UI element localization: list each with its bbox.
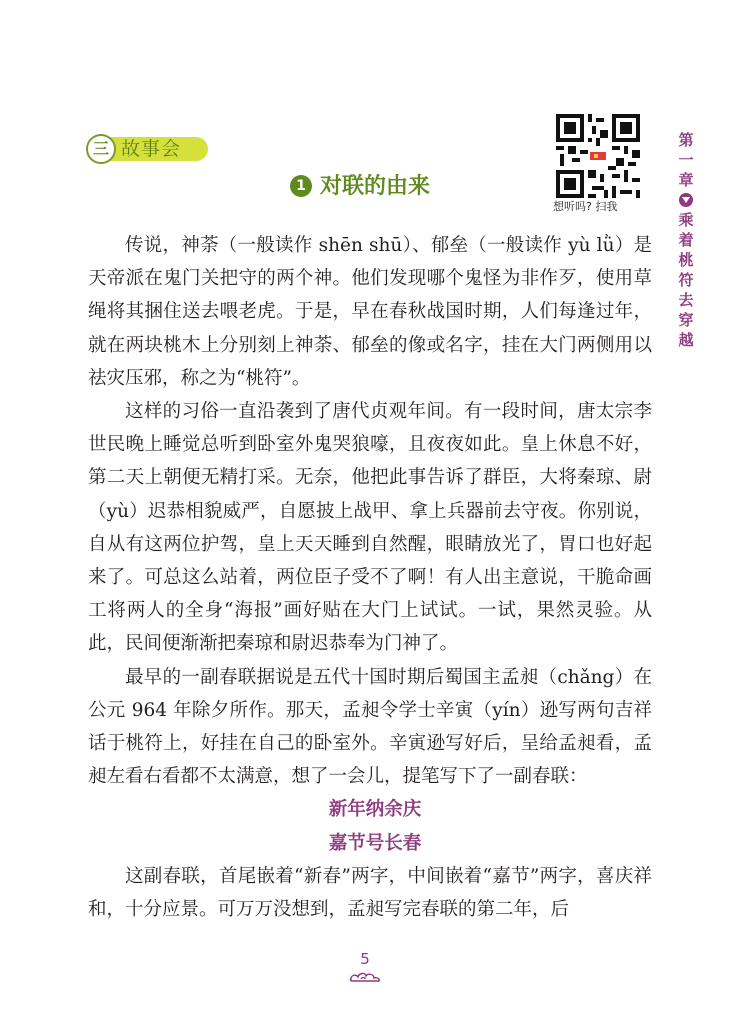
chapter-number: 第一章 bbox=[678, 131, 694, 189]
paragraph: 传说，神荼（一般读作 shēn shū）、郁垒（一般读作 yù lǜ）是天帝派在鬼门关把守的两个神。他们发现哪个鬼怪为非作歹，使用草绳将其捆住送去喂老虎。于是，早在春秋战国时期，人们每逢过年，就在两块桃木上分别刻上神荼、郁垒的像或名字，挂在大门两侧用以祛灾压邪，称之为“桃符”。 bbox=[88, 235, 652, 389]
section-number-badge: 三 bbox=[86, 134, 116, 164]
qr-code-icon[interactable] bbox=[556, 114, 640, 198]
couplet-line-2: 嘉节号长春 bbox=[328, 832, 422, 854]
paragraph: 最早的一副春联据说是五代十国时期后蜀国主孟昶（chǎng）在公元 964 年除夕所作。那天，孟昶令学士辛寅（yín）逊写两句吉祥话于桃符上，好挂在自己的卧室外。辛寅逊写好后，呈给孟昶看，孟昶左看右看都不太满意，想了一会儿，提笔写下了一副春联： bbox=[88, 666, 652, 788]
qr-caption: 想听吗? 扫我 bbox=[553, 200, 618, 213]
chevron-down-icon bbox=[679, 193, 693, 207]
cloud-ornament-icon bbox=[347, 970, 383, 984]
section-banner bbox=[86, 134, 210, 164]
story-number-badge: 1 bbox=[290, 175, 312, 197]
section-label: 故事会 bbox=[121, 138, 182, 160]
story-title-text: 对联的由来 bbox=[320, 173, 431, 199]
paragraph: 这样的习俗一直沿袭到了唐代贞观年间。有一段时间，唐太宗李世民晚上睡觉总听到卧室外鬼哭狼嚎，且夜夜如此。皇上休息不好，第二天上朝便无精打采。无奈，他把此事告诉了群臣，大将秦琼、尉（yù）迟恭相貌威严，自愿披上战甲、拿上兵器前去守夜。你别说，自从有这两位护驾，皇上天天睡到自然醒，眼睛放光了，胃口也好起来了。可总这么站着，两位臣子受不了啊！有人出主意说，干脆命画工将两人的全身“海报”画好贴在大门上试试。一试，果然灵验。从此，民间便渐渐把秦琼和尉迟恭奉为门神了。 bbox=[88, 401, 652, 655]
story-body bbox=[88, 229, 652, 926]
chapter-side-label bbox=[676, 130, 696, 350]
page-number: 5 bbox=[360, 950, 370, 968]
paragraph: 这副春联，首尾嵌着“新春”两字，中间嵌着“嘉节”两字，喜庆祥和，十分应景。可万万没想到，孟昶写完春联的第二年，后 bbox=[88, 865, 652, 921]
couplet-line-1: 新年纳余庆 bbox=[328, 799, 422, 821]
chapter-title: 乘着桃符去穿越 bbox=[678, 211, 694, 349]
